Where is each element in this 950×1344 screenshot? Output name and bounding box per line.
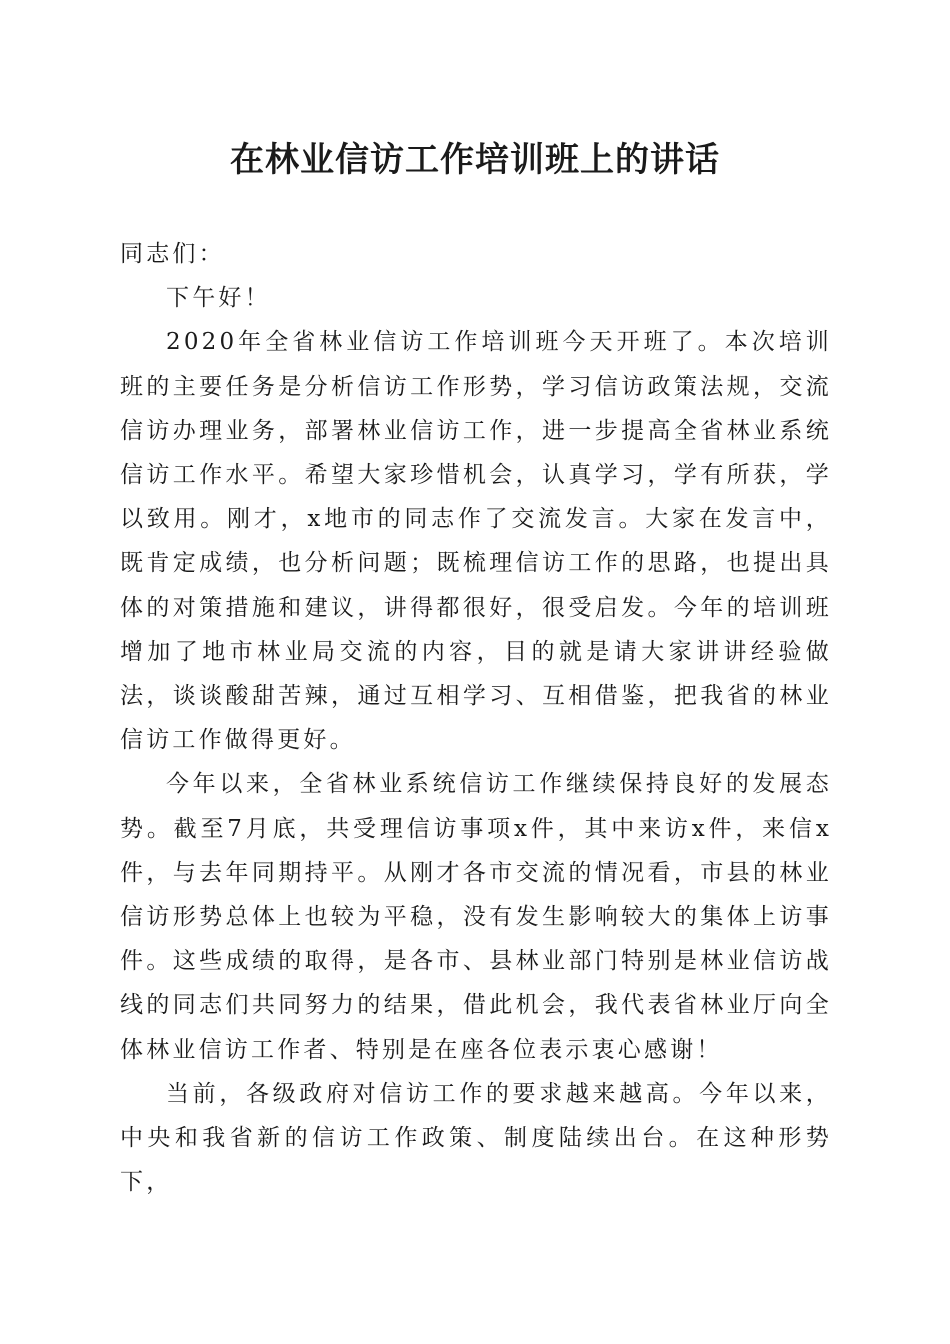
document-title: 在林业信访工作培训班上的讲话 [230, 140, 720, 180]
paragraph: 当前，各级政府对信访工作的要求越来越高。今年以来，中央和我省新的信访工作政策、制度陆续出台。在这种形势下， [120, 1080, 832, 1196]
document-body [120, 232, 832, 1204]
paragraph: 2020年全省林业信访工作培训班今天开班了。本次培训班的主要任务是分析信访工作形势，学习信访政策法规，交流信访办理业务，部署林业信访工作，进一步提高全省林业系统信访工作水平。希望大家珍惜机会，认真学习，学有所获，学以致用。刚才，x地市的同志作了交流发言。大家在发言中，既肯定成绩，也分析问题；既梳理信访工作的思路，也提出具体的对策措施和建议，讲得都很好，很受启发。今年的培训班增加了地市林业局交流的内容，目的就是请大家讲讲经验做法，谈谈酸甜苦辣，通过互相学习、互相借鉴，把我省的林业信访工作做得更好。 [120, 329, 832, 754]
greeting: 下午好！ [166, 285, 271, 312]
salutation: 同志们： [120, 241, 225, 267]
paragraph: 今年以来，全省林业系统信访工作继续保持良好的发展态势。截至7月底，共受理信访事项x件，其中来访x件，来信x件，与去年同期持平。从刚才各市交流的情况看，市县的林业信访形势总体上也较为平稳，没有发生影响较大的集体上访事件。这些成绩的取得，是各市、县林业部门特别是林业信访战线的同志们共同努力的结果，借此机会，我代表省林业厅向全体林业信访工作者、特别是在座各位表示衷心感谢！ [120, 771, 832, 1063]
